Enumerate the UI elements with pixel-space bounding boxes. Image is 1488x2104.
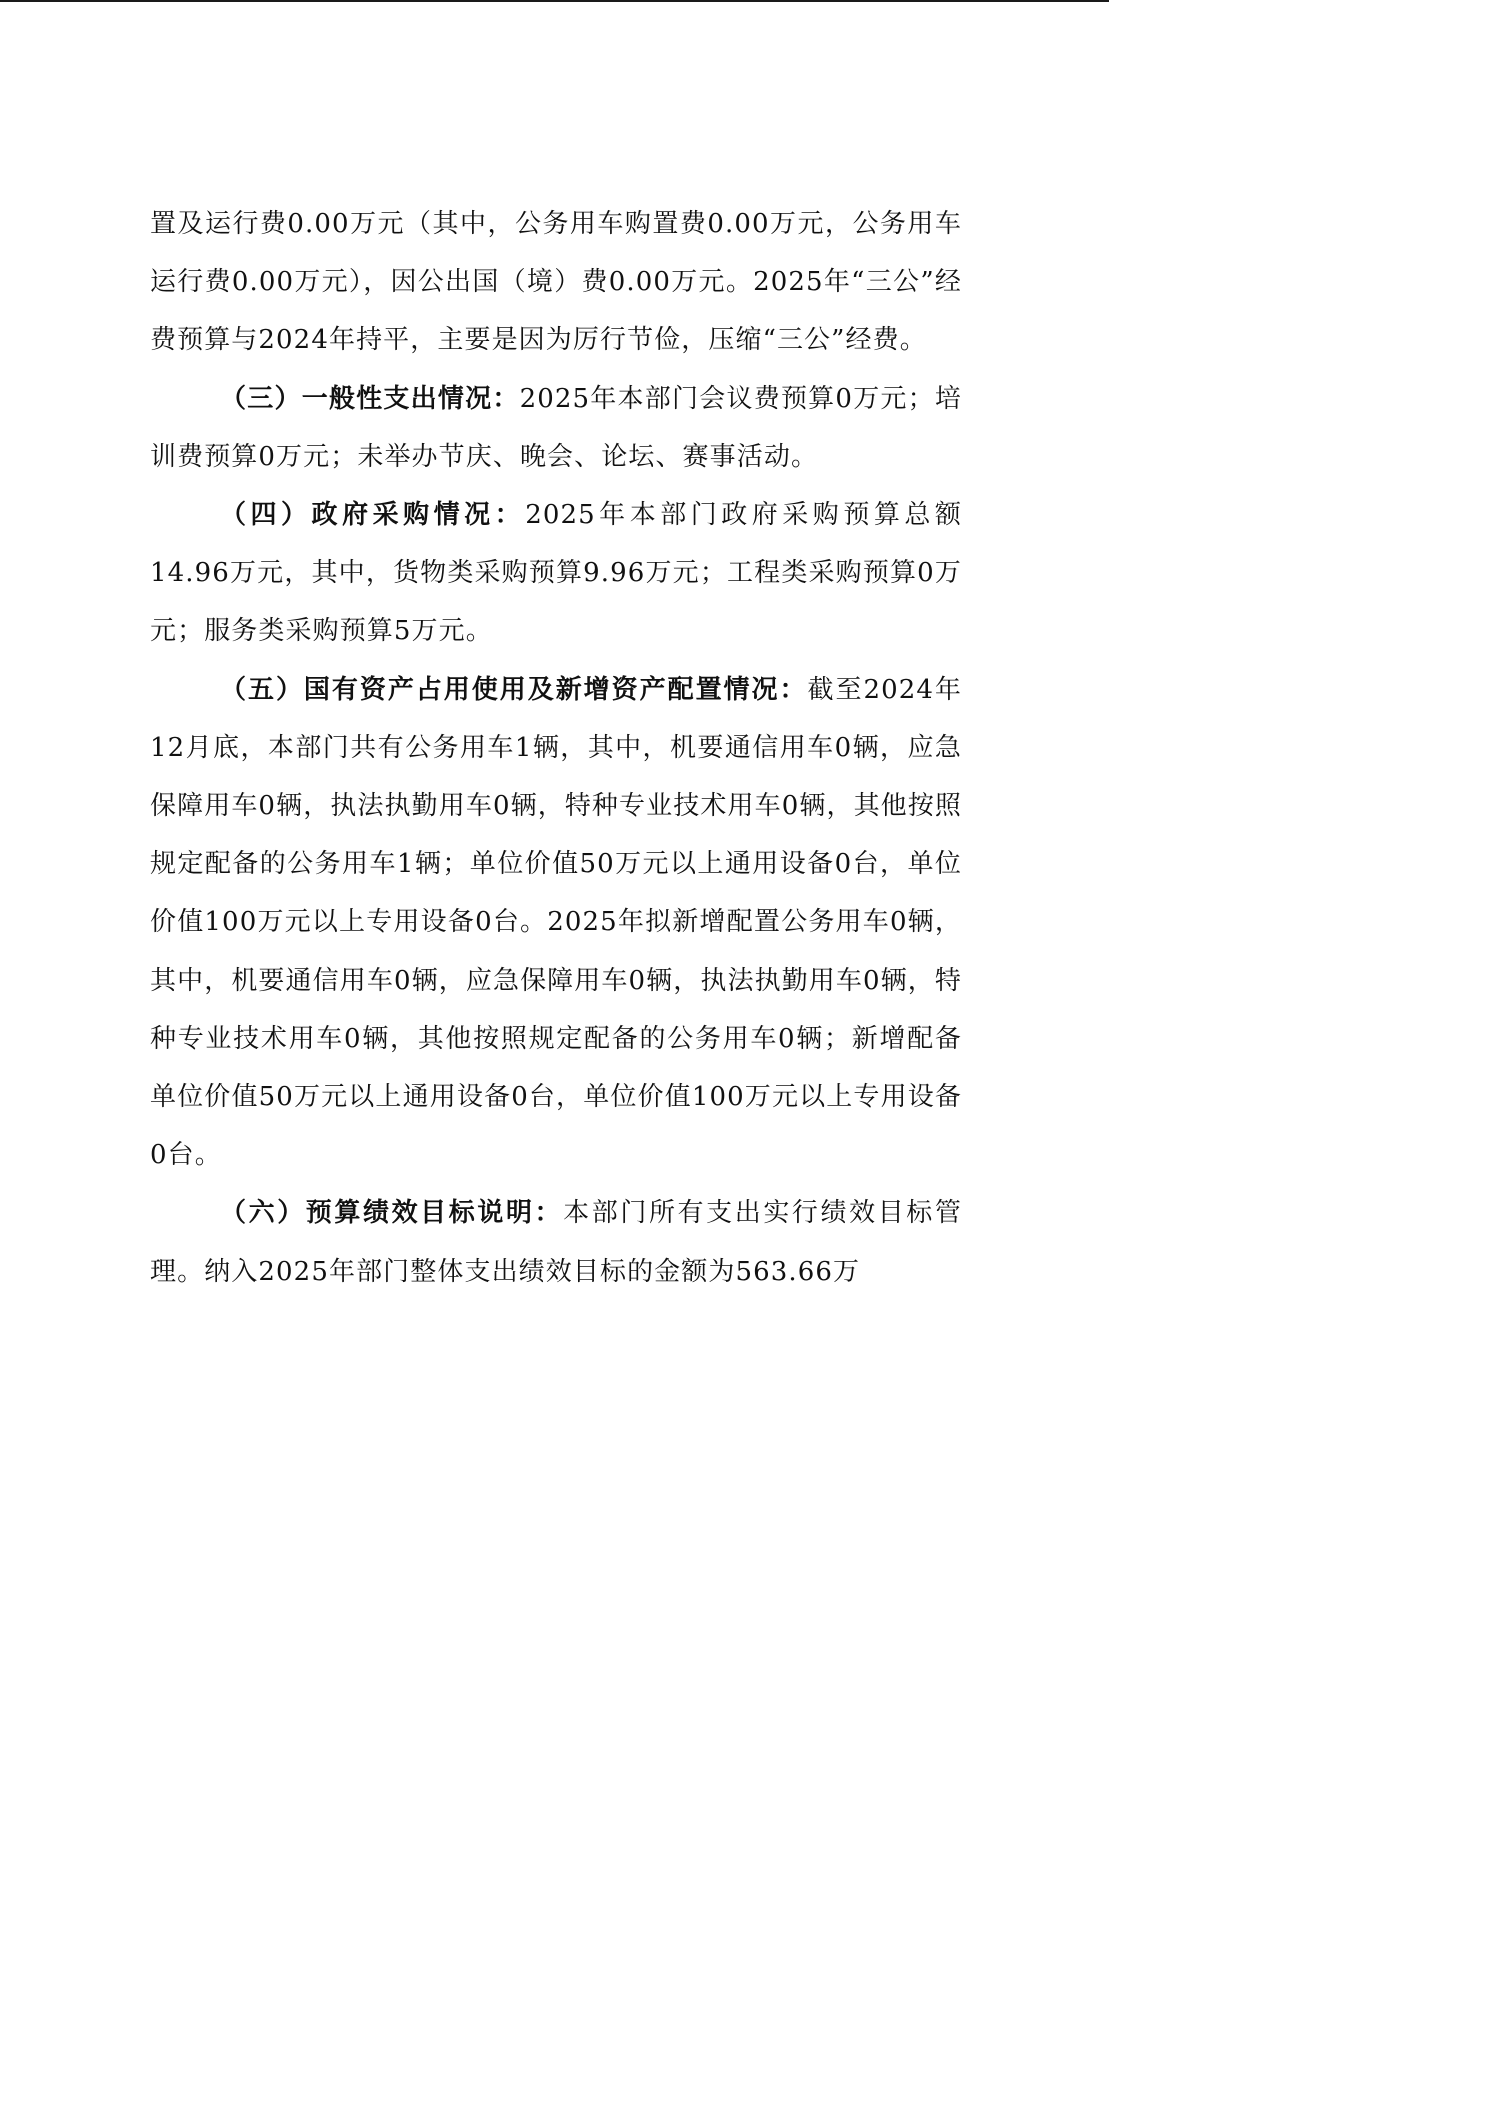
- paragraph-general-expenditure: [150, 370, 962, 486]
- paragraph-government-procurement: [150, 486, 962, 661]
- paragraph-body: 截至2024年12月底，本部门共有公务用车1辆，其中，机要通信用车0辆，应急保障用车0辆，执法执勤用车0辆，特种专业技术用车0辆，其他按照规定配备的公务用车1辆；单位价值50万元以上通用设备0台，单位价值100万元以上专用设备0台。2025年拟新增配置公务用车0辆，其中，机要通信用车0辆，应急保障用车0辆，执法执勤用车0辆，特种专业技术用车0辆，其他按照规定配备的公务用车0辆；新增配备单位价值50万元以上通用设备0台，单位价值100万元以上专用设备0台。: [150, 674, 962, 1171]
- paragraph-body: 本部门所有支出实行绩效目标管理。纳入2025年部门整体支出绩效目标的金额为563.66万: [150, 1198, 962, 1287]
- paragraph-performance-targets: [150, 1184, 962, 1300]
- section-heading: （四）政府采购情况：: [220, 500, 526, 531]
- section-heading: （五）国有资产占用使用及新增资产配置情况：: [220, 674, 808, 705]
- paragraph-continuation: [150, 195, 962, 370]
- paragraph-body: 2025年本部门会议费预算0万元；培训费预算0万元；未举办节庆、晚会、论坛、赛事活动。: [150, 383, 962, 472]
- paragraph-state-assets: [150, 661, 962, 1185]
- paragraph-body: 置及运行费0.00万元（其中，公务用车购置费0.00万元，公务用车运行费0.00万元），因公出国（境）费0.00万元。2025年“三公”经费预算与2024年持平，主要是因为厉行节俭，压缩“三公”经费。: [150, 209, 962, 356]
- paragraph-body: 2025年本部门政府采购预算总额14.96万元，其中，货物类采购预算9.96万元；工程类采购预算0万元；服务类采购预算5万元。: [150, 500, 962, 647]
- page-top-border: [0, 0, 1109, 2]
- document-body: [150, 195, 962, 1301]
- section-heading: （三）一般性支出情况：: [220, 383, 520, 414]
- section-heading: （六）预算绩效目标说明：: [220, 1198, 564, 1229]
